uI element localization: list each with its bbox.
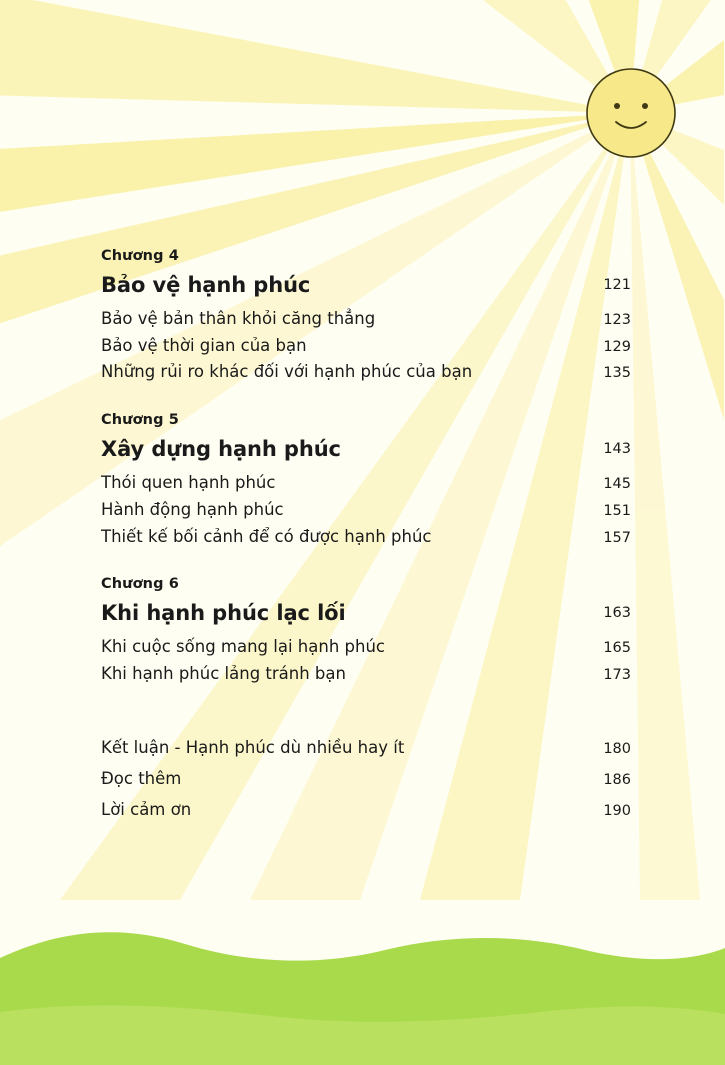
toc-entry-label: Khi hạnh phúc lảng tránh bạn [101, 664, 346, 684]
chapter-page-number: 121 [603, 277, 631, 293]
toc-entry-page: 135 [603, 365, 631, 382]
chapter-kicker: Chương 4 [101, 248, 179, 264]
chapter-title-row[interactable] [101, 268, 631, 302]
toc-entry-page: 151 [603, 502, 631, 519]
chapter-title: Xây dựng hạnh phúc [101, 437, 341, 462]
toc-entry-page: 129 [603, 338, 631, 355]
chapter-title: Khi hạnh phúc lạc lối [101, 601, 346, 626]
back-matter-block [101, 732, 631, 826]
toc-entry-label: Kết luận - Hạnh phúc dù nhiều hay ít [101, 737, 405, 757]
toc-entry-page: 157 [603, 529, 631, 546]
toc-entry[interactable] [101, 634, 631, 661]
chapter-title: Bảo vệ hạnh phúc [101, 273, 311, 297]
toc-entry[interactable] [101, 470, 631, 497]
toc-entry-label: Thói quen hạnh phúc [101, 473, 276, 493]
toc-entry[interactable] [101, 732, 631, 763]
toc-entry[interactable] [101, 794, 631, 825]
toc-entry-page: 190 [603, 803, 631, 820]
toc-entry-page: 123 [603, 312, 631, 329]
toc-entry-page: 186 [603, 772, 631, 789]
chapter-block [101, 412, 631, 550]
toc-entry[interactable] [101, 661, 631, 688]
chapter-page-number: 143 [603, 441, 631, 458]
chapter-kicker: Chương 6 [101, 576, 179, 593]
table-of-contents [101, 248, 631, 826]
chapter-block [101, 576, 631, 687]
toc-entry-page: 180 [603, 740, 631, 757]
toc-entry-page: 165 [603, 640, 631, 657]
toc-entry-label: Bảo vệ bản thân khỏi căng thẳng [101, 309, 376, 329]
chapter-title-row[interactable] [101, 596, 631, 630]
toc-entry-label: Bảo vệ thời gian của bạn [101, 335, 307, 355]
chapter-block [101, 248, 631, 386]
toc-entry[interactable] [101, 524, 631, 551]
chapter-kicker: Chương 5 [101, 412, 179, 429]
toc-entry[interactable] [101, 763, 631, 794]
chapter-title-row[interactable] [101, 432, 631, 466]
toc-entry-label: Đọc thêm [101, 769, 182, 789]
toc-entry-label: Những rủi ro khác đối với hạnh phúc của bạn [101, 362, 473, 382]
toc-entry-label: Khi cuộc sống mang lại hạnh phúc [101, 637, 385, 657]
smiling-sun-icon [587, 69, 675, 157]
toc-entry[interactable] [101, 333, 631, 360]
toc-entry[interactable] [101, 306, 631, 333]
toc-entry-label: Hành động hạnh phúc [101, 499, 284, 519]
toc-entry[interactable] [101, 359, 631, 386]
chapter-page-number: 163 [603, 605, 631, 622]
toc-entry-page: 173 [603, 667, 631, 684]
toc-entry[interactable] [101, 497, 631, 524]
toc-entry-label: Lời cảm ơn [101, 800, 192, 820]
toc-entry-page: 145 [603, 476, 631, 493]
toc-entry-label: Thiết kế bối cảnh để có được hạnh phúc [101, 526, 432, 546]
